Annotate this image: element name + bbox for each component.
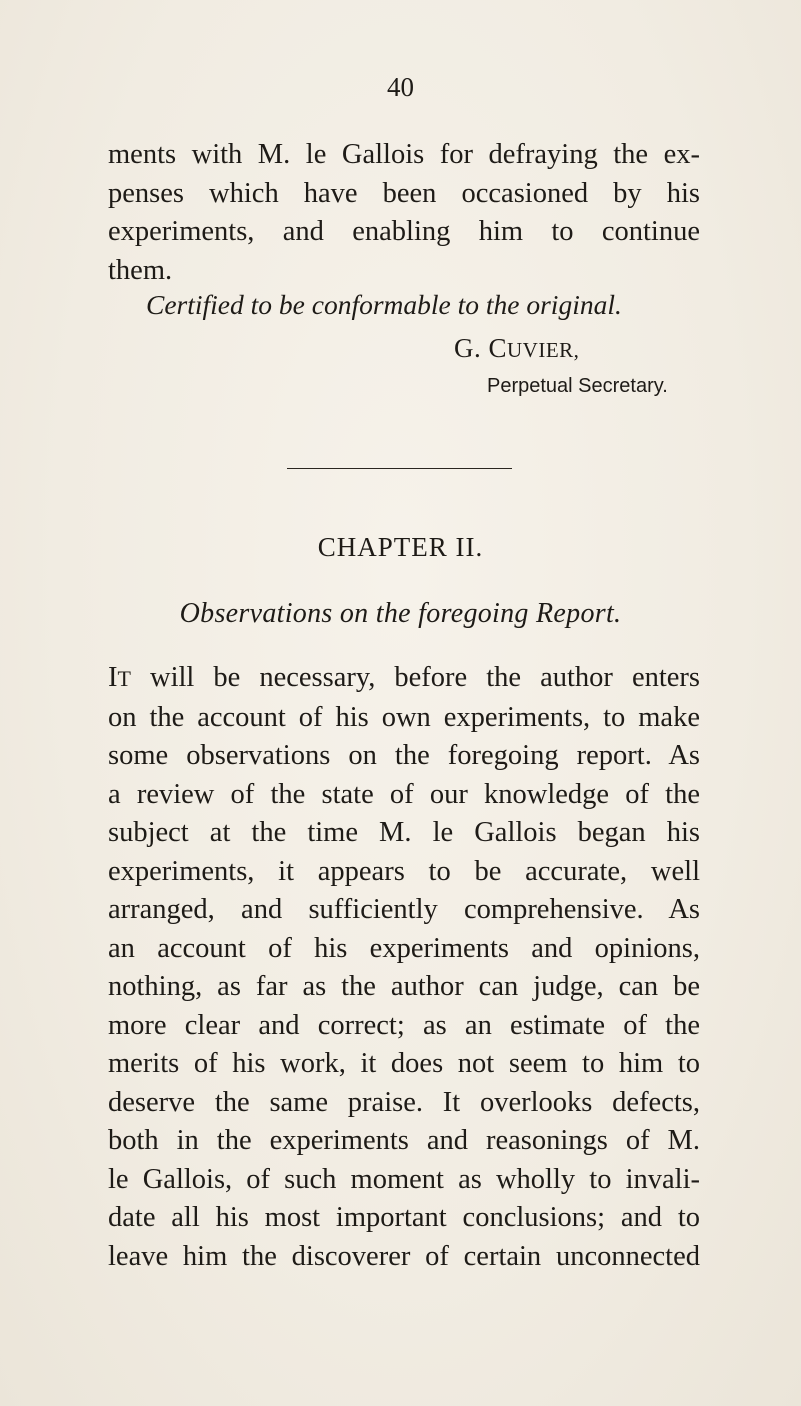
paragraph-line: deserve the same praise. It overlooks defects, bbox=[108, 1086, 700, 1118]
paragraph-line: subject at the time M. le Gallois began his bbox=[108, 817, 700, 848]
paragraph-line: merits of his work, it does not seem to him to bbox=[108, 1048, 700, 1079]
section-divider bbox=[287, 468, 512, 469]
paragraph-line: experiments, and enabling him to continue bbox=[108, 216, 700, 247]
page-number: 40 bbox=[387, 72, 414, 102]
paragraph-line: le Gallois, of such moment as wholly to invali- bbox=[108, 1163, 700, 1195]
paragraph-line: arranged, and sufficiently comprehensive. As bbox=[108, 894, 700, 925]
signatory-surname-smallcaps: UVIER, bbox=[507, 338, 580, 362]
lead-capital: I bbox=[108, 662, 118, 693]
paragraph-line: leave him the discoverer of certain unconnected bbox=[108, 1240, 700, 1272]
paragraph-line: experiments, it appears to be accurate, well bbox=[108, 855, 700, 887]
paragraph-line: penses which have been occasioned by his bbox=[108, 177, 700, 209]
paragraph-line: some observations on the foregoing report. As bbox=[108, 740, 700, 771]
signatory-initial: G. C bbox=[454, 333, 508, 363]
certification-statement: Certified to be conformable to the original. bbox=[146, 289, 622, 320]
paragraph-line: a review of the state of our knowledge of the bbox=[108, 778, 700, 810]
body-paragraph bbox=[108, 659, 700, 1276]
paragraph-line: them. bbox=[108, 254, 173, 286]
paragraph-first-line bbox=[108, 659, 700, 699]
opening-paragraph bbox=[108, 136, 700, 290]
paragraph-line: both in the experiments and reasonings of M. bbox=[108, 1125, 700, 1156]
signatory-name bbox=[454, 331, 579, 367]
lead-smallcap: T bbox=[117, 666, 131, 691]
paragraph-line: ments with M. le Gallois for defraying the ex- bbox=[108, 139, 700, 170]
paragraph-line: more clear and correct; as an estimate of the bbox=[108, 1009, 700, 1041]
paragraph-line: an account of his experiments and opinions, bbox=[108, 932, 700, 964]
first-line-text: will be necessary, before the author enters bbox=[130, 662, 700, 693]
paragraph-line: nothing, as far as the author can judge, can be bbox=[108, 971, 700, 1002]
paragraph-line: on the account of his own experiments, to make bbox=[108, 701, 700, 733]
chapter-heading: CHAPTER II. bbox=[317, 532, 484, 562]
chapter-subtitle: Observations on the foregoing Report. bbox=[179, 598, 622, 629]
paragraph-line: date all his most important conclusions; and to bbox=[108, 1202, 700, 1233]
signatory-title: Perpetual Secretary. bbox=[487, 375, 668, 397]
